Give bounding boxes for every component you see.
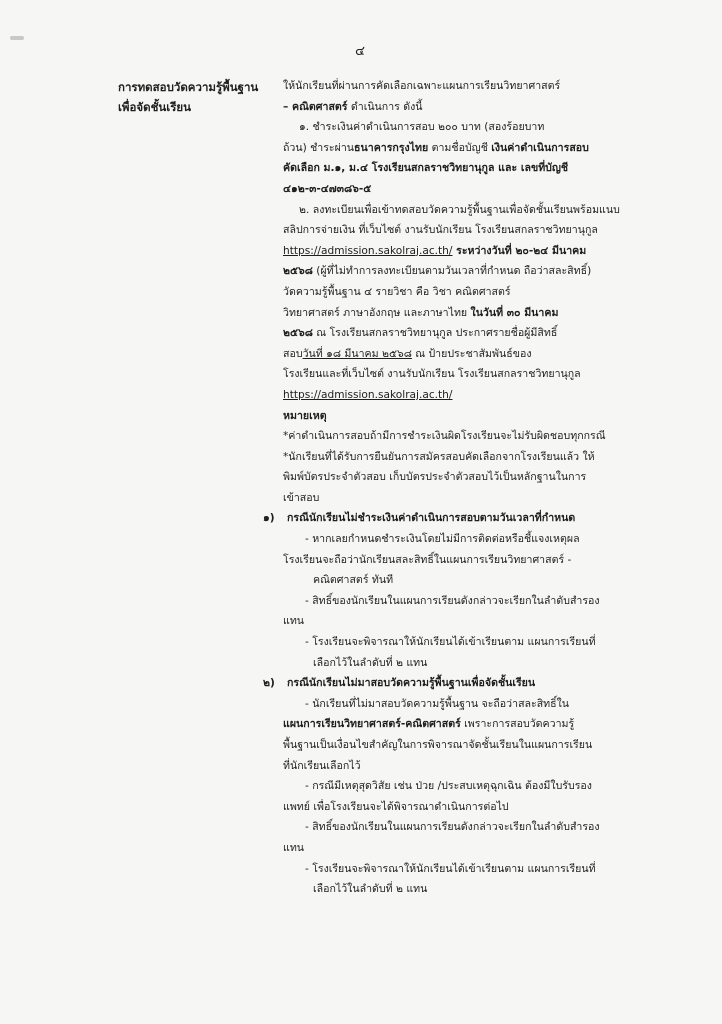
body-line: วัดความรู้พื้นฐาน ๔ รายวิชา คือ วิชา คณิตศาสตร์ [283, 285, 511, 298]
body-line: - สิทธิ์ของนักเรียนในแผนการเรียนดังกล่าวจะเรียกในลำดับสำรอง [305, 594, 600, 607]
remarks-heading: หมายเหตุ [283, 409, 327, 422]
body-line: สลิปการจ่ายเงิน ที่เว็บไซต์ งานรับนักเรียน โรงเรียนสกลราชวิทยานุกูล [283, 224, 598, 237]
body-line: https://admission.sakolraj.ac.th/ ระหว่างวันที่ ๒๐-๒๔ มีนาคม [283, 244, 587, 257]
admission-link[interactable]: https://admission.sakolraj.ac.th/ [283, 244, 453, 257]
body-line: พิมพ์บัตรประจำตัวสอบ เก็บบัตรประจำตัวสอบไว้เป็นหลักฐานในการ [283, 471, 587, 484]
account-number: ๔๑๒-๓-๔๗๓๘๖-๕ [283, 182, 372, 195]
body-line: ที่นักเรียนเลือกไว้ [283, 759, 361, 772]
body-line: คณิตศาสตร์ ทันที [313, 574, 394, 587]
body-line [283, 385, 683, 406]
body-line: - โรงเรียนจะพิจารณาให้นักเรียนได้เข้าเรียนตาม แผนการเรียนที่ [305, 862, 596, 875]
body-line: - หากเลยกำหนดชำระเงินโดยไม่มีการติดต่อหรือชี้แจงเหตุผล [305, 533, 580, 546]
body-line: - สิทธิ์ของนักเรียนในแผนการเรียนดังกล่าวจะเรียกในลำดับสำรอง [305, 821, 600, 834]
body-line: ๒๕๖๘ ณ โรงเรียนสกลราชวิทยานุกูล ประกาศรายชื่อผู้มีสิทธิ์ [283, 327, 558, 340]
body-line: *นักเรียนที่ได้รับการยืนยันการสมัครสอบคัดเลือกจากโรงเรียนแล้ว ให้ [283, 450, 595, 463]
body-line: ๒๕๖๘ (ผู้ที่ไม่ทำการลงทะเบียนตามวันเวลาที่กำหนด ถือว่าสละสิทธิ์) [283, 265, 592, 278]
body-line: ๑. ชำระเงินค่าดำเนินการสอบ ๒๐๐ บาท (สองร้อยบาท [299, 121, 545, 134]
body-line: เลือกไว้ในลำดับที่ ๒ แทน [313, 883, 428, 896]
body-line: คัดเลือก ม.๑, ม.๔ โรงเรียนสกลราชวิทยานุกูล และ เลขที่บัญชี [283, 162, 569, 175]
body-line: - กรณีมีเหตุสุดวิสัย เช่น ป่วย /ประสบเหตุฉุกเฉิน ต้องมีใบรับรอง [305, 780, 592, 793]
section-heading-line-1: การทดสอบวัดความรู้พื้นฐาน [118, 80, 259, 94]
body-line: พื้นฐานเป็นเงื่อนไขสำคัญในการพิจารณาจัดชั้นเรียนในแผนการเรียน [283, 739, 593, 751]
body-line: โรงเรียนและที่เว็บไซต์ งานรับนักเรียน โรงเรียนสกลราชวิทยานุกูล [283, 368, 581, 381]
body-line: ๒. ลงทะเบียนเพื่อเข้าทดสอบวัดความรู้พื้นฐานเพื่อจัดชั้นเรียนพร้อมแนบ [299, 203, 620, 216]
body-line: เข้าสอบ [283, 491, 320, 504]
body-line: สอบวันที่ ๑๘ มีนาคม ๒๕๖๘ ณ ป้ายประชาสัมพันธ์ของ [283, 347, 532, 360]
case-2-heading: ๒) กรณีนักเรียนไม่มาสอบวัดความรู้พื้นฐานเพื่อจัดชั้นเรียน [263, 677, 536, 690]
scan-artifact [10, 36, 24, 40]
body-line: แทน [283, 615, 305, 628]
body-line: แผนการเรียนวิทยาศาสตร์-คณิตศาสตร์ เพราะการสอบวัดความรู้ [283, 718, 575, 731]
body-line: แพทย์ เพื่อโรงเรียนจะได้พิจารณาดำเนินการต่อไป [283, 800, 509, 813]
section-body [263, 46, 683, 900]
body-line: - โรงเรียนจะพิจารณาให้นักเรียนได้เข้าเรียนตาม แผนการเรียนที่ [305, 636, 596, 649]
section-heading-line-2: เพื่อจัดชั้นเรียน [118, 100, 191, 114]
case-1-heading: ๑) กรณีนักเรียนไม่ชำระเงินค่าดำเนินการสอบตามวันเวลาที่กำหนด [263, 512, 576, 525]
admission-link[interactable]: https://admission.sakolraj.ac.th/ [283, 388, 453, 401]
body-line: *ค่าดำเนินการสอบถ้ามีการชำระเงินผิดโรงเรียนจะไม่รับผิดชอบทุกกรณี [283, 430, 606, 443]
section-heading [118, 77, 283, 117]
body-line: วิทยาศาสตร์ ภาษาอังกฤษ และภาษาไทย ในวันที่ ๓๐ มีนาคม [283, 306, 559, 319]
body-line: แทน [283, 841, 305, 854]
body-line: - นักเรียนที่ไม่มาสอบวัดความรู้พื้นฐาน จะถือว่าสละสิทธิ์ใน [305, 697, 570, 710]
body-line: ถ้วน) ชำระผ่านธนาคารกรุงไทย ตามชื่อบัญชี เงินค่าดำเนินการสอบ [283, 141, 589, 154]
body-line: – คณิตศาสตร์ ดำเนินการ ดังนี้ [283, 100, 423, 113]
body-line: ให้นักเรียนที่ผ่านการคัดเลือกเฉพาะแผนการเรียนวิทยาศาสตร์ [283, 80, 561, 92]
body-line: เลือกไว้ในลำดับที่ ๒ แทน [313, 656, 428, 669]
page-number: ๔ [355, 44, 365, 59]
body-line: โรงเรียนจะถือว่านักเรียนสละสิทธิ์ในแผนการเรียนวิทยาศาสตร์ - [283, 553, 572, 566]
